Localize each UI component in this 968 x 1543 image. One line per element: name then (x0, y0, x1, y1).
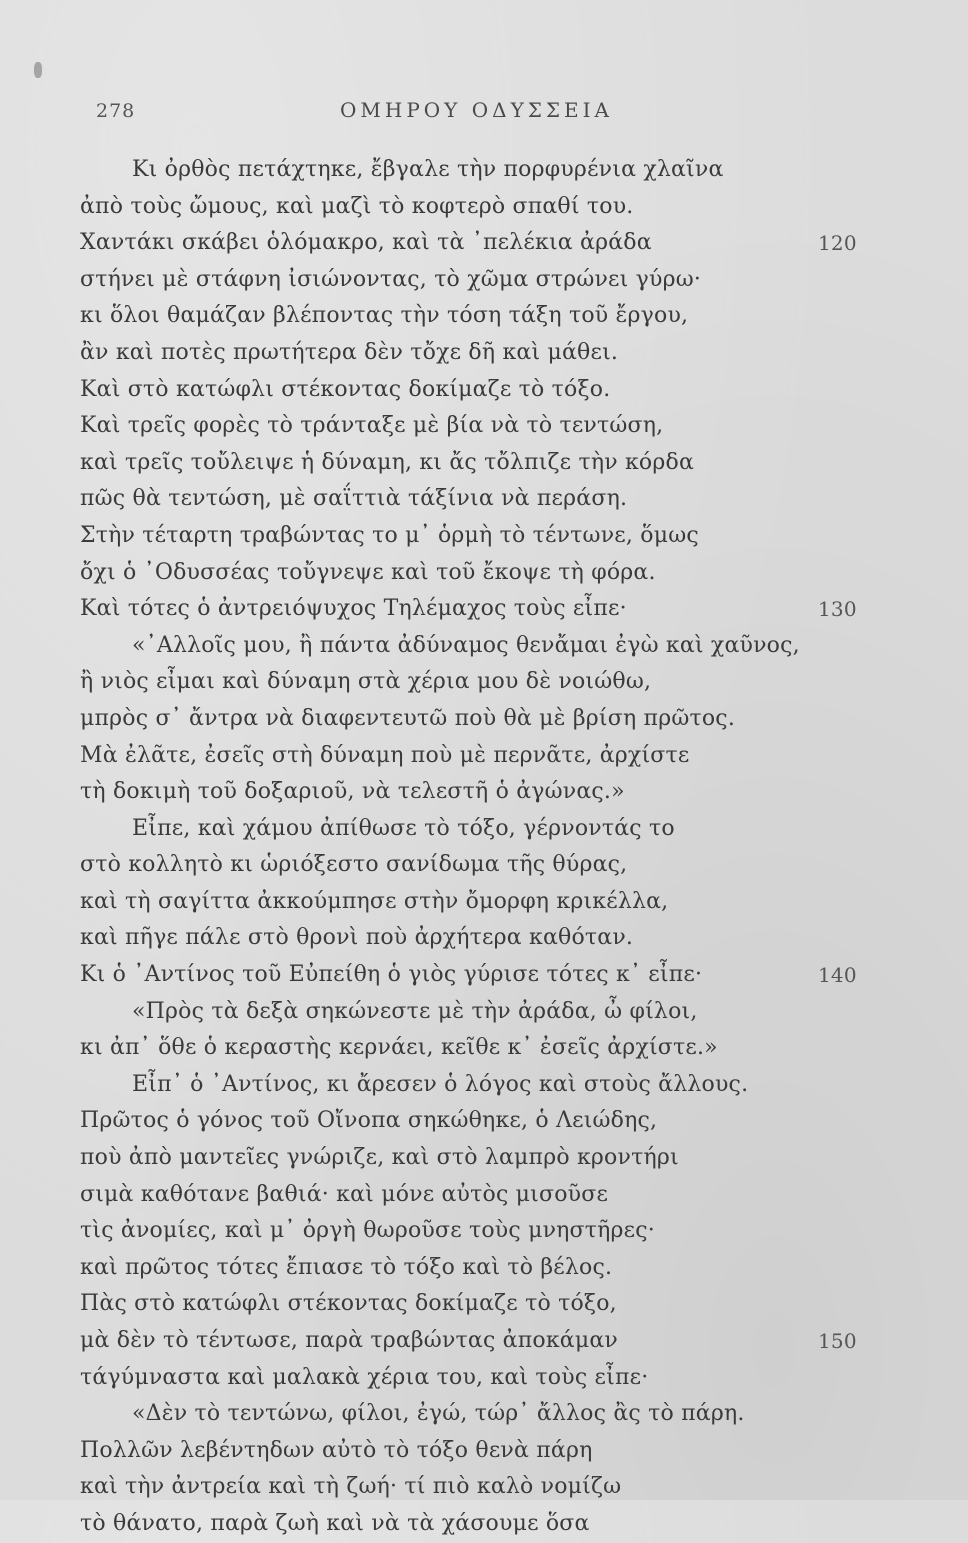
verse-line (80, 1177, 880, 1214)
verse-line (80, 811, 880, 848)
verse-line-text: ποὺ ἀπὸ μαντεῖες γνώριζε, καὶ στὸ λαμπρὸ κροντήρι (80, 1145, 679, 1171)
verse-line-text: Πρῶτος ὁ γόνος τοῦ Οἴνοπα σηκώθηκε, ὁ Λειώδης, (80, 1108, 658, 1134)
verse-line-text: Εἶπ᾿ ὁ ᾿Αντίνος, κι ἄρεσεν ὁ λόγος καὶ στοὺς ἄλλους. (132, 1071, 749, 1097)
verse-line (80, 555, 880, 592)
line-number: 130 (818, 597, 857, 622)
verse-line-text: κι ἀπ᾿ ὅθε ὁ κεραστὴς κερνάει, κεῖθε κ᾿ ἐσεῖς ἀρχίστε.» (80, 1035, 718, 1061)
verse-line-text: Χαντάκι σκάβει ὁλόμακρο, καὶ τὰ ᾿πελέκια ἀράδα (80, 230, 652, 256)
verse-line (80, 481, 880, 518)
verse-line (80, 372, 880, 409)
verse-line (80, 738, 880, 775)
verse-line-text: τὴ δοκιμὴ τοῦ δοξαριοῦ, νὰ τελεστῆ ὁ ἀγώνας.» (80, 779, 625, 805)
verse-line (80, 1213, 880, 1250)
verse-line (80, 994, 880, 1031)
verse-line-text: Εἶπε, καὶ χάμου ἀπίθωσε τὸ τόξο, γέρνοντάς το (132, 815, 675, 841)
verse-text-block (80, 152, 880, 1543)
verse-line-text: καὶ πρῶτος τότες ἔπιασε τὸ τόξο καὶ τὸ βέλος. (80, 1254, 613, 1280)
verse-line-text: τάγύμναστα καὶ μαλακὰ χέρια του, καὶ τοὺς εἶπε· (80, 1364, 649, 1390)
verse-line (80, 1030, 880, 1067)
verse-line (80, 1250, 880, 1287)
verse-line (80, 445, 880, 482)
verse-line (80, 189, 880, 226)
verse-line (80, 847, 880, 884)
verse-line (80, 408, 880, 445)
verse-line (80, 1323, 880, 1360)
verse-line-text: Πὰς στὸ κατώφλι στέκοντας δοκίμαζε τὸ τόξο, (80, 1291, 617, 1317)
verse-line (80, 701, 880, 738)
verse-line (80, 1506, 880, 1543)
verse-line-text: Καὶ τότες ὁ ἀντρειόψυχος Τηλέμαχος τοὺς εἶπε· (80, 596, 627, 622)
ink-smudge-mark (34, 62, 42, 78)
verse-line (80, 628, 880, 665)
verse-line-text: καὶ τὴν ἀντρεία καὶ τὴ ζωή· τί πιὸ καλὸ νομίζω (80, 1474, 622, 1500)
verse-line-text: «Δὲν τὸ τεντώνω, φίλοι, ἐγώ, τώρ᾿ ἄλλος ἂς τὸ πάρη. (132, 1401, 745, 1427)
verse-line-text: τὶς ἀνομίες, καὶ μ᾿ ὀργὴ θωροῦσε τοὺς μνηστῆρες· (80, 1218, 655, 1244)
verse-line-text: κι ὅλοι θαμάζαν βλέποντας τὴν τόση τάξη τοῦ ἔργου, (80, 303, 689, 329)
verse-line-text: «᾿Αλλοῖς μου, ἢ πάντα ἀδύναμος θενἄμαι ἐγὼ καὶ χαῦνος, (132, 632, 800, 658)
verse-line-text: ὄχι ὁ ᾿Οδυσσέας τοὔγνεψε καὶ τοῦ ἔκοψε τὴ φόρα. (80, 559, 656, 585)
verse-line (80, 518, 880, 555)
verse-line-text: Κι ὁ ᾿Αντίνος τοῦ Εὐπείθη ὁ γιὸς γύρισε τότες κ᾿ εἶπε· (80, 962, 703, 988)
verse-line (80, 774, 880, 811)
verse-line-text: μὰ δὲν τὸ τέντωσε, παρὰ τραβώντας ἀποκάμαν (80, 1328, 618, 1353)
verse-line (80, 152, 880, 189)
verse-line-text: πῶς θὰ τεντώση, μὲ σαΐττιὰ τάξίνια νὰ περάση. (80, 486, 628, 512)
verse-line (80, 957, 880, 994)
verse-line (80, 884, 880, 921)
verse-line-text: στήνει μὲ στάφνη ἰσιώνοντας, τὸ χῶμα στρώνει γύρω· (80, 266, 702, 292)
running-head: ΟΜΗΡΟΥ ΟΔΥΣΣΕΙΑ (340, 98, 613, 122)
verse-line (80, 262, 880, 299)
verse-line-text: Καὶ στὸ κατώφλι στέκοντας δοκίμαζε τὸ τόξο. (80, 376, 611, 402)
verse-line-text: Κι ὀρθὸς πετάχτηκε, ἔβγαλε τὴν πορφυρένια χλαῖνα (132, 157, 724, 182)
verse-line (80, 1286, 880, 1323)
verse-line-text: καὶ τρεῖς τοὔλειψε ἡ δύναμη, κι ἄς τὄλπιζε τὴν κόρδα (80, 449, 695, 475)
verse-line-text: Μὰ ἐλᾶτε, ἐσεῖς στὴ δύναμη ποὺ μὲ περνᾶτε, ἀρχίστε (80, 742, 690, 768)
verse-line (80, 1360, 880, 1397)
verse-line-text: ἂν καὶ ποτὲς πρωτήτερα δὲν τὄχε δῆ καὶ μάθει. (80, 339, 619, 365)
verse-line (80, 1140, 880, 1177)
line-number: 120 (818, 231, 857, 256)
verse-line (80, 591, 880, 628)
verse-line-text: στὸ κολλητὸ κι ὡριόξεστο σανίδωμα τῆς θύρας, (80, 852, 628, 878)
verse-line-text: Καὶ τρεῖς φορὲς τὸ τράνταξε μὲ βία νὰ τὸ τεντώση, (80, 413, 664, 439)
verse-line (80, 664, 880, 701)
verse-line-text: καὶ τὴ σαγίττα ἀκκούμπησε στὴν ὄμορφη κρικέλλα, (80, 888, 669, 914)
verse-line (80, 225, 880, 262)
verse-line (80, 335, 880, 372)
page-number: 278 (96, 100, 136, 122)
verse-line-text: ἀπὸ τοὺς ὤμους, καὶ μαζὶ τὸ κοφτερὸ σπαθί του. (80, 193, 634, 219)
line-number: 140 (818, 963, 857, 988)
verse-line-text: «Πρὸς τὰ δεξὰ σηκώνεστε μὲ τὴν ἀράδα, ὦ φίλοι, (132, 998, 698, 1024)
verse-line-text: τὸ θάνατο, παρὰ ζωὴ καὶ νὰ τὰ χάσουμε ὅσα (80, 1510, 590, 1536)
verse-line-text: Στὴν τέταρτη τραβώντας το μ᾿ ὁρμὴ τὸ τέντωνε, ὅμως (80, 522, 699, 548)
verse-line (80, 1067, 880, 1104)
verse-line (80, 1469, 880, 1506)
verse-line (80, 1103, 880, 1140)
verse-line (80, 1396, 880, 1433)
verse-line-text: ἢ νιὸς εἶμαι καὶ δύναμη στὰ χέρια μου δὲ νοιώθω, (80, 669, 652, 695)
line-number: 150 (818, 1329, 857, 1353)
verse-line-text: καὶ πῆγε πάλε στὸ θρονὶ ποὺ ἀρχήτερα καθόταν. (80, 925, 634, 951)
verse-line (80, 1433, 880, 1470)
verse-line-text: Πολλῶν λεβέντηδων αὐτὸ τὸ τόξο θενὰ πάρη (80, 1437, 593, 1463)
verse-line (80, 298, 880, 335)
verse-line-text: σιμὰ καθότανε βαθιά· καὶ μόνε αὐτὸς μισοῦσε (80, 1181, 609, 1207)
verse-line-text: μπρὸς σ᾿ ἄντρα νὰ διαφεντευτῶ ποὺ θὰ μὲ βρίση πρῶτος. (80, 705, 736, 731)
verse-line (80, 920, 880, 957)
